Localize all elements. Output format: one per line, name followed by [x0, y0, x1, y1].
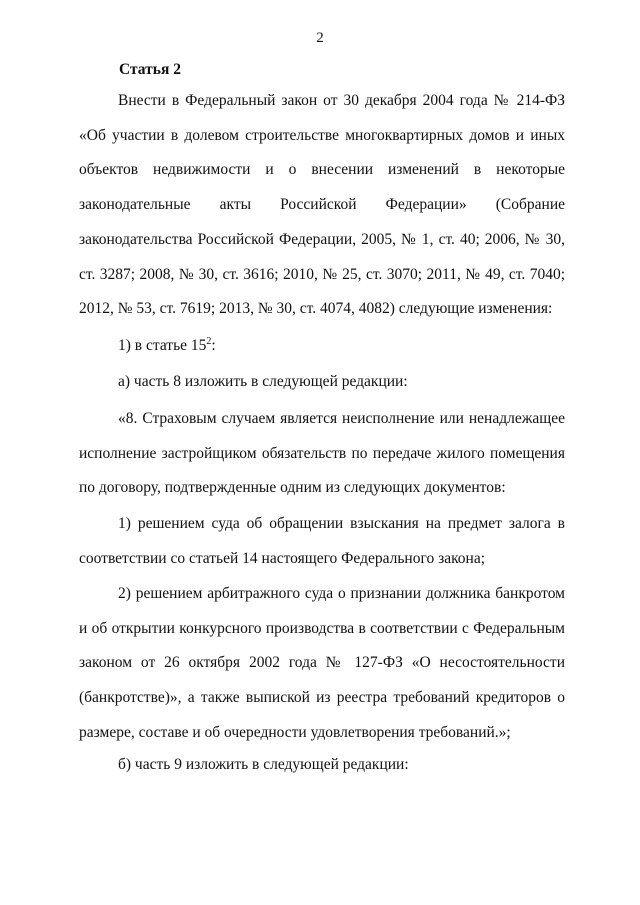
intro-paragraph: Внести в Федеральный закон от 30 декабря 2004 года № 214-ФЗ «Об участии в долевом строительстве многоквартирных домов и иных объектов недвижимости и о внесении изменений в некоторые законодательные акты Российской Федерации» (Собрание законодательства Российской Федерации, 2005, № 1, ст. 40; 2006, № 30, ст. 3287; 2008, № 30, ст. 3616; 2010, № 25, ст. 3070; 2011, № 49, ст. 7040; 2012, № 53, ст. 7619; 2013, № 30, ст. 4074, 4082) следующие изменения: [79, 92, 565, 318]
sub-1-paragraph: 1) решением суда об обращении взыскания на предмет залога в соответствии со статьей 14 настоящего Федерального закона; [79, 515, 565, 567]
item-1-text: 1) в статье 15 [118, 337, 207, 354]
item-b-line: б) часть 9 изложить в следующей редакции: [118, 756, 409, 773]
item-1-line [118, 337, 216, 355]
article-heading: Статья 2 [119, 61, 181, 78]
page-number: 2 [316, 30, 324, 46]
item-a-line: а) часть 8 изложить в следующей редакции: [118, 373, 408, 390]
item-1-suffix: : [211, 337, 216, 354]
item-1-superscript: 2 [206, 335, 212, 347]
quote-8-paragraph: «8. Страховым случаем является неисполнение или ненадлежащее исполнение застройщиком обязательств по передаче жилого помещения по договору, подтвержденные одним из следующих документов: [79, 410, 565, 497]
sub-2-paragraph: 2) решением арбитражного суда о признании должника банкротом и об открытии конкурсного производства в соответствии с Федеральным законом от 26 октября 2002 года № 127-ФЗ «О несостоятельности (банкротстве)», а также выпиской из реестра требований кредиторов о размере, составе и об очередности удовлетворения требований.»; [79, 585, 565, 741]
